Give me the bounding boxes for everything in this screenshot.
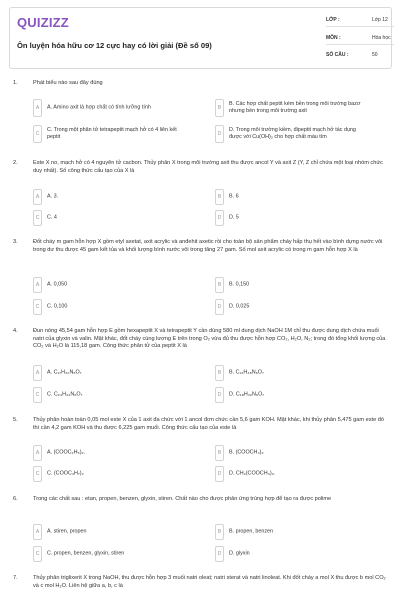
option-letter: A [33, 445, 42, 461]
question-text: Thủy phân hoàn toàn 0,05 mol este X của 1 axit đa chức với 1 ancol đơn chức cần 5,6 gam KOH. Mặt khác, khi thủy phân 5,475 gam este đó thì cần 4,2 gam KOH và thu được 6,225 gam muối. Công thức cấu tạo của este là [33, 417, 384, 431]
answer-option[interactable] [33, 125, 203, 143]
answer-option[interactable] [215, 277, 385, 293]
meta-value-count: 50 [372, 52, 378, 58]
answer-option[interactable] [215, 299, 385, 315]
option-text: D. 0,025 [229, 303, 250, 310]
answer-option[interactable] [215, 365, 385, 381]
option-letter: C [33, 210, 42, 226]
option-letter: B [215, 189, 224, 205]
option-text: A. stiren, propen [47, 528, 87, 535]
option-text: A. 0,050 [47, 281, 68, 288]
option-text: A. (COOC₂H₅)₂. [47, 449, 86, 456]
option-text: D. glyxin [229, 550, 250, 557]
option-text: C. C₂₄H₄₄N₆O₇ [47, 391, 83, 398]
option-text: B. Các hợp chất peptit kém bền trong môi trường bazơ nhưng bền trong môi trường axit [229, 101, 361, 114]
option-text: D. C₁₈H₃₂N₆O₇ [229, 391, 265, 398]
answer-option[interactable] [33, 299, 203, 315]
option-text: C. Trong một phân tử tetrapeptit mạch hở có 4 liên kết peptit [47, 127, 177, 140]
answer-option[interactable] [215, 210, 385, 226]
question-number: 3. [13, 239, 18, 245]
question-text: Este X no, mạch hở có 4 nguyên tử cacbon. Thủy phân X trong môi trường axit thu được ancol Y và axit Z (Y, Z chỉ chứa một loại nhóm chức duy nhất). Số công thức cấu tạo của X là [33, 160, 383, 174]
meta-label-grade: LỚP : [326, 17, 340, 23]
quizizz-logo: QUIZIZZ [17, 15, 69, 30]
option-letter: C [33, 466, 42, 482]
answer-option[interactable] [215, 99, 385, 117]
meta-value-subject: Hóa học [372, 35, 391, 41]
option-text: D. CH₂(COOCH₃)₂. [229, 470, 276, 477]
answer-option[interactable] [33, 365, 203, 381]
answer-option[interactable] [33, 189, 203, 205]
option-letter: B [215, 524, 224, 540]
option-letter: B [215, 445, 224, 461]
option-text: C. propen, benzen, glyxin, stiren [47, 550, 125, 557]
option-text: A. Amino axit là hợp chất có tính lưỡng tính [47, 104, 151, 111]
answer-option[interactable] [215, 445, 385, 461]
question-text: Đốt cháy m gam hỗn hợp X gồm etyl axetat, axit acrylic và anđehit axetic rồi cho toàn bộ sản phẩm cháy hấp thụ hết vào bình dựng nước vôi trong dư thu được 45 gam kết tủa và khối lượng bình nước vôi trong tăng 27 gam. Số mol axit acrylic có trong m gam hỗn hợp X là [33, 239, 383, 253]
answer-option[interactable] [33, 466, 203, 482]
meta-label-count: SỐ CÂU : [326, 52, 349, 58]
option-text: A. C₁₇H₃₀N₆O₇ [47, 369, 82, 376]
option-letter: A [33, 277, 42, 293]
option-text: B. C₂₁H₃₈N₆O₇ [229, 369, 264, 376]
worksheet-header [9, 7, 392, 69]
question-number: 1. [13, 80, 18, 86]
option-text: B. 0,150 [229, 281, 250, 288]
divider [326, 44, 394, 45]
question-text: Đun nóng 45,54 gam hỗn hợp E gồm hexapeptit X và tetrapeptit Y cần dùng 580 ml dung dịch NaOH 1M chỉ thu được dung dịch chứa muối natri của glyxin và valin. Mặt khác, đốt cháy cùng lượng E trên trong O₂ vừa đủ thu được hỗn hợp CO₂, H₂O, N₂; trong đó tổng khối lượng của CO₂ và H₂O là 115,18 gam. Công thức phân tử của peptit X là [33, 328, 386, 350]
divider [326, 26, 394, 27]
option-letter: A [33, 365, 42, 381]
option-letter: B [215, 365, 224, 381]
meta-label-subject: MÔN : [326, 35, 341, 41]
answer-option[interactable] [215, 466, 385, 482]
question-number: 4. [13, 328, 18, 334]
option-letter: D [215, 125, 224, 143]
option-text: C. (COOC₃H₇)₂ [47, 470, 84, 477]
option-letter: C [33, 299, 42, 315]
worksheet-title: Ôn luyện hóa hữu cơ 12 cực hay có lời giải (Đề số 09) [17, 41, 212, 50]
option-letter: D [215, 299, 224, 315]
answer-option[interactable] [215, 546, 385, 562]
option-letter: B [215, 277, 224, 293]
meta-value-grade: Lớp 12 [372, 17, 388, 23]
answer-option[interactable] [33, 524, 203, 540]
question-text: Phát biểu nào sau đây đúng [33, 80, 103, 86]
option-letter: D [215, 466, 224, 482]
option-text: A. 3. [47, 193, 59, 200]
option-text: C. 0,100 [47, 303, 68, 310]
option-letter: A [33, 524, 42, 540]
option-text: D. Trong môi trường kiềm, đipeptit mạch hở tác dụng được với Cu(OH)₂ cho hợp chất màu tím [229, 127, 356, 140]
option-letter: A [33, 189, 42, 205]
option-letter: C [33, 387, 42, 403]
option-letter: B [215, 99, 224, 117]
question-number: 6. [13, 496, 18, 502]
option-letter: D [215, 546, 224, 562]
answer-option[interactable] [215, 125, 385, 143]
question-number: 2. [13, 160, 18, 166]
option-text: B. (COOCH₃)₂ [229, 449, 264, 456]
option-text: B. 6 [229, 193, 239, 200]
option-text: D. 5 [229, 214, 239, 221]
option-letter: C [33, 546, 42, 562]
question-text: Trong các chất sau : etan, propen, benzen, glyxin, stiren. Chất nào cho được phản ứng trùng hợp để tạo ra được polime [33, 496, 332, 502]
answer-option[interactable] [33, 210, 203, 226]
option-letter: D [215, 387, 224, 403]
option-letter: A [33, 99, 42, 117]
question-number: 5. [13, 417, 18, 423]
answer-option[interactable] [215, 524, 385, 540]
option-text: B. propen, benzen [229, 528, 274, 535]
option-text: C. 4 [47, 214, 57, 221]
question-number: 7. [13, 575, 18, 581]
answer-option[interactable] [33, 445, 203, 461]
answer-option[interactable] [33, 546, 203, 562]
question-text: Thủy phân triglixerit X trong NaOH, thu được hỗn hợp 3 muối natri oleat; natri sterat và natri linoleat. Khi đốt cháy a mol X thu được b mol CO₂ và c mol H₂O. Liên hệ giữa a, b, c là [33, 575, 386, 589]
answer-option[interactable] [215, 387, 385, 403]
option-letter: D [215, 210, 224, 226]
answer-option[interactable] [215, 189, 385, 205]
answer-option[interactable] [33, 277, 203, 293]
answer-option[interactable] [33, 99, 203, 117]
option-letter: C [33, 125, 42, 143]
answer-option[interactable] [33, 387, 203, 403]
